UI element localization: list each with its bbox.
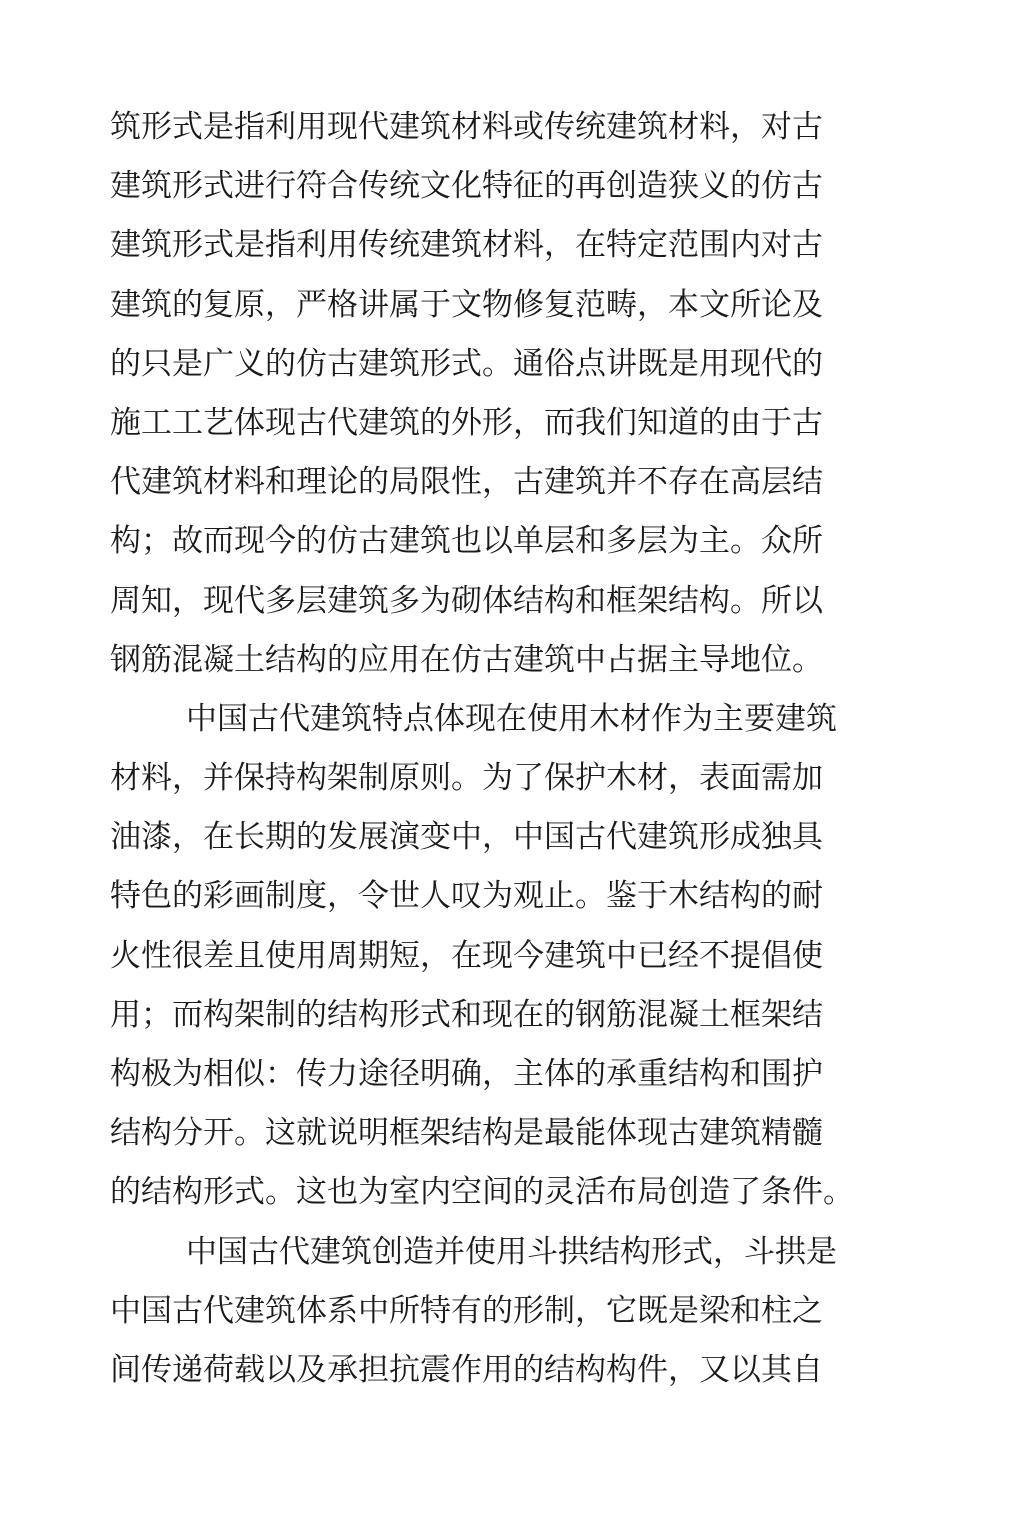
text-line: 周知，现代多层建筑多为砌体结构和框架结构。所以	[110, 582, 823, 619]
paragraph-first-line: 中国古代建筑创造并使用斗拱结构形式，斗拱是	[186, 1233, 837, 1270]
text-line: 中国古代建筑体系中所特有的形制，它既是梁和柱之	[110, 1292, 823, 1329]
text-line: 间传递荷载以及承担抗震作用的结构构件，又以其自	[110, 1351, 823, 1388]
body-text	[110, 98, 854, 1400]
text-line: 的只是广义的仿古建筑形式。通俗点讲既是用现代的	[110, 345, 823, 382]
text-line: 构极为相似：传力途径明确，主体的承重结构和围护	[110, 1056, 823, 1092]
text-line: 火性很差且使用周期短，在现今建筑中已经不提倡使	[110, 937, 823, 974]
text-line: 建筑形式是指利用传统建筑材料，在特定范围内对古	[110, 227, 823, 264]
text-line: 建筑的复原，严格讲属于文物修复范畴，本文所论及	[110, 286, 823, 323]
text-line: 筑形式是指利用现代建筑材料或传统建筑材料，对古	[110, 109, 823, 145]
text-line: 用；而构架制的结构形式和现在的钢筋混凝土框架结	[110, 996, 823, 1033]
text-line: 材料，并保持构架制原则。为了保护木材，表面需加	[110, 760, 823, 797]
text-line: 结构分开。这就说明框架结构是最能体现古建筑精髓	[110, 1115, 823, 1152]
text-line: 代建筑材料和理论的局限性，古建筑并不存在高层结	[110, 464, 823, 501]
text-line: 特色的彩画制度，令世人叹为观止。鉴于木结构的耐	[110, 878, 823, 915]
paragraph-first-line: 中国古代建筑特点体现在使用木材作为主要建筑	[186, 700, 837, 737]
text-line: 建筑形式进行符合传统文化特征的再创造狭义的仿古	[110, 168, 823, 205]
text-line: 施工工艺体现古代建筑的外形，而我们知道的由于古	[110, 404, 823, 441]
text-line: 的结构形式。这也为室内空间的灵活布局创造了条件。	[110, 1174, 854, 1211]
text-line: 构；故而现今的仿古建筑也以单层和多层为主。众所	[110, 523, 823, 560]
text-line: 钢筋混凝土结构的应用在仿古建筑中占据主导地位。	[110, 641, 823, 678]
text-line: 油漆，在长期的发展演变中，中国古代建筑形成独具	[110, 819, 823, 856]
